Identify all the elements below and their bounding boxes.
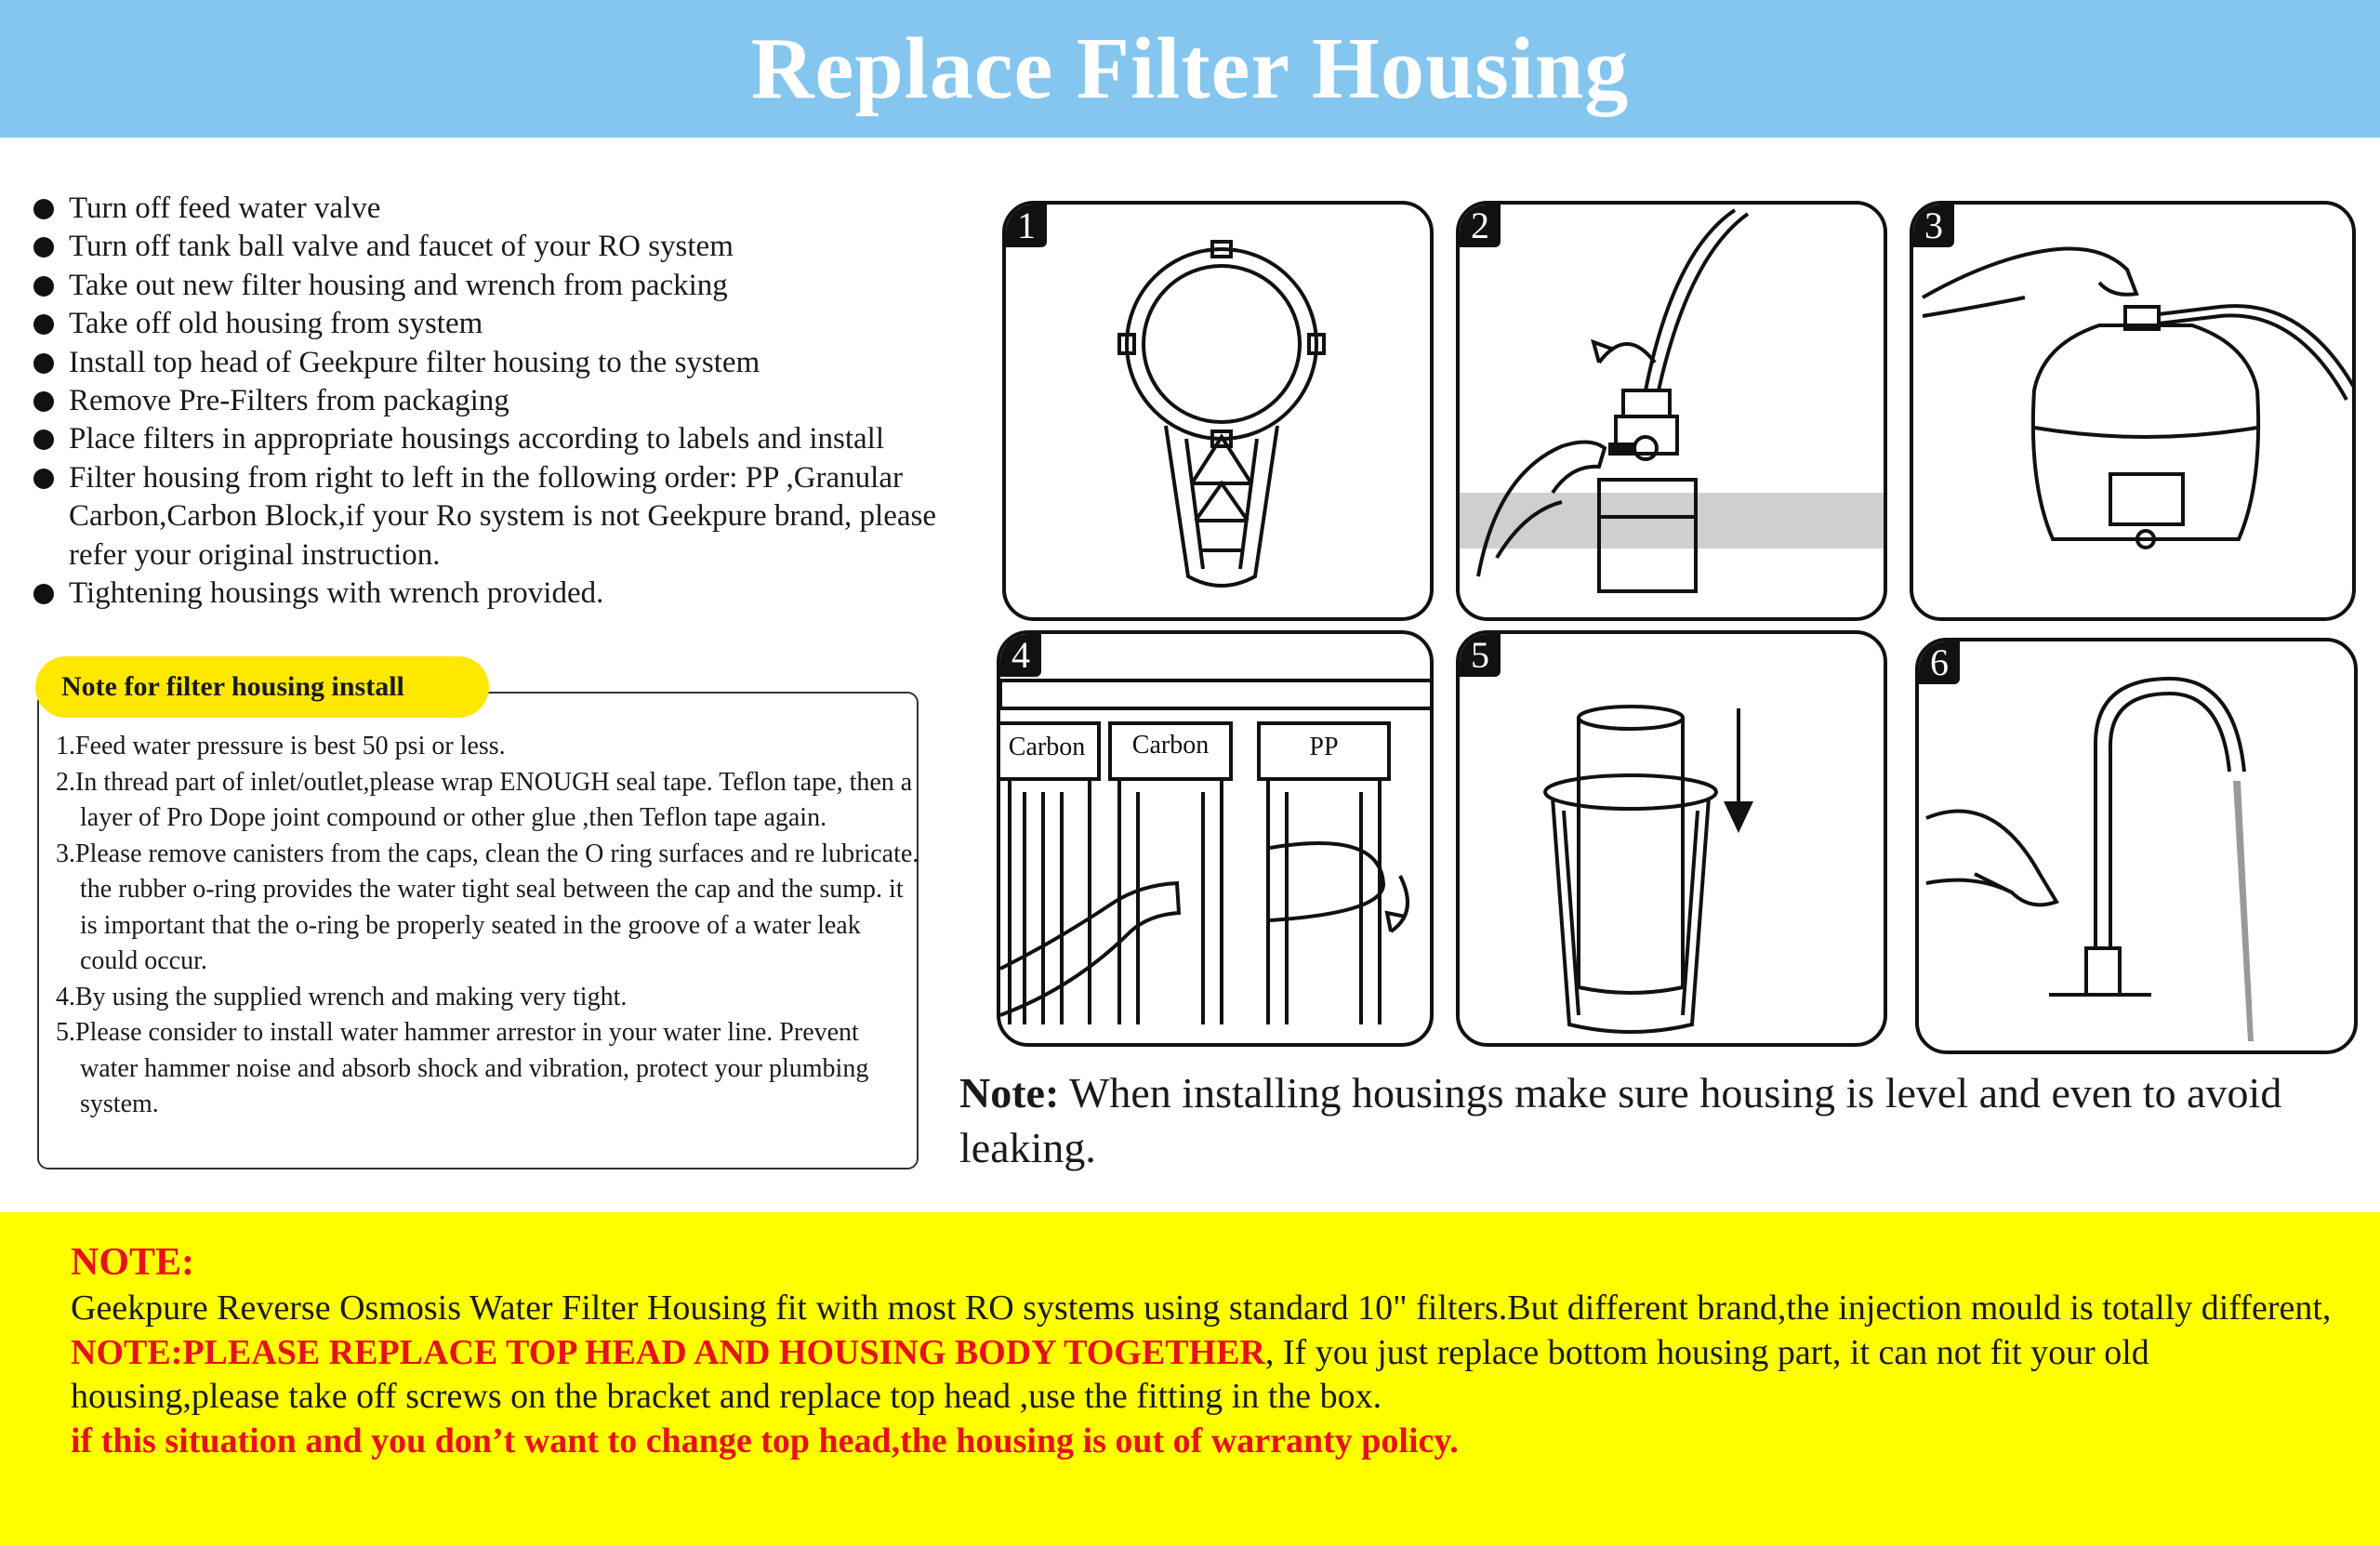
step-item: Take out new filter housing and wrench from packing — [32, 267, 961, 305]
panel-number: 5 — [1460, 634, 1501, 677]
step-item: Install top head of Geekpure filter housing to the system — [32, 344, 961, 382]
step-item: Place filters in appropriate housings according to labels and install — [32, 420, 961, 458]
install-note-item: 1.Feed water pressure is best 50 psi or less. — [56, 732, 506, 760]
panel-number: 4 — [1000, 634, 1041, 677]
bottom-note-title: NOTE: — [71, 1241, 195, 1284]
install-note-item: 2.In thread part of inlet/outlet,please wrap ENOUGH seal tape. Teflon tape, then a layer of Pro Dope joint compound or other glue ,then Teflon tape again. — [56, 767, 913, 832]
faucet-illustration — [1919, 641, 2358, 1054]
install-note-tab — [35, 656, 489, 718]
page-title: Replace Filter Housing — [750, 20, 1630, 117]
panel-number: 6 — [1919, 641, 1960, 684]
panel-step-4 — [997, 630, 1434, 1047]
level-note-prefix: Note: — [959, 1069, 1060, 1117]
install-note-item: 3.Please remove canisters from the caps, clean the O ring surfaces and re lubricate. the rubber o-ring provides the water tight seal between the cap and the sump. it is important that the o-ring be properly seated in the groove of a water leak could occur. — [56, 839, 919, 975]
step-item: Filter housing from right to left in the following order: PP ,Granular Carbon,Carbon Block,if your Ro system is not Geekpure brand, please refer your original instruction. — [32, 459, 961, 575]
filter-insert-illustration — [1460, 634, 1887, 1047]
step-item: Tightening housings with wrench provided. — [32, 575, 961, 613]
step-item: Turn off feed water valve — [32, 190, 961, 228]
panel-step-1 — [1002, 201, 1434, 621]
bottom-note-panel — [0, 1212, 2380, 1546]
valve-illustration — [1460, 205, 1887, 621]
tank-illustration — [1913, 205, 2356, 621]
bottom-note-highlight: NOTE:PLEASE REPLACE TOP HEAD AND HOUSING BODY TOGETHER — [71, 1332, 1265, 1372]
panel-number: 3 — [1913, 205, 1954, 247]
filter-label-carbon-1: Carbon — [1008, 733, 1086, 761]
step-item: Remove Pre-Filters from packaging — [32, 382, 961, 420]
panel-number: 1 — [1006, 205, 1047, 247]
panel-number: 2 — [1460, 205, 1501, 247]
step-item: Take off old housing from system — [32, 305, 961, 343]
install-note-list — [56, 729, 920, 1123]
wrench-illustration — [1006, 205, 1434, 621]
level-note-text: When installing housings make sure housing is level and even to avoid leaking. — [959, 1069, 2282, 1171]
bottom-note-line2: , If you just replace bottom housing part, it can not fit your old housing,please take off screws on the bracket and replace top head ,use the fitting in the box. — [71, 1332, 2149, 1416]
filter-housings-illustration — [1000, 634, 1434, 1047]
install-note-item: 4.By using the supplied wrench and making very tight. — [56, 982, 628, 1011]
bottom-note-line1: Geekpure Reverse Osmosis Water Filter Housing fit with most RO systems using standard 10" filters.But different brand,the injection mould is totally different, — [71, 1288, 2332, 1328]
filter-label-carbon-2: Carbon — [1131, 731, 1210, 760]
panel-step-2 — [1456, 201, 1887, 621]
install-note-item: 5.Please consider to install water hammer arrestor in your water line. Prevent water hammer noise and absorb shock and vibration, protect your plumbing system. — [56, 1018, 869, 1118]
panel-step-6 — [1915, 638, 2358, 1054]
step-item: Turn off tank ball valve and faucet of your RO system — [32, 228, 961, 266]
install-note-label: Note for filter housing install — [61, 671, 404, 702]
panel-step-3 — [1910, 201, 2356, 621]
bottom-note-body — [71, 1287, 2367, 1463]
filter-label-pp: PP — [1309, 733, 1339, 761]
steps-list — [32, 190, 961, 613]
panel-step-5 — [1456, 630, 1887, 1047]
level-note — [959, 1065, 2354, 1175]
warranty-warning: if this situation and you don’t want to change top head,the housing is out of warranty policy. — [71, 1420, 1459, 1460]
header-banner — [0, 0, 2380, 138]
